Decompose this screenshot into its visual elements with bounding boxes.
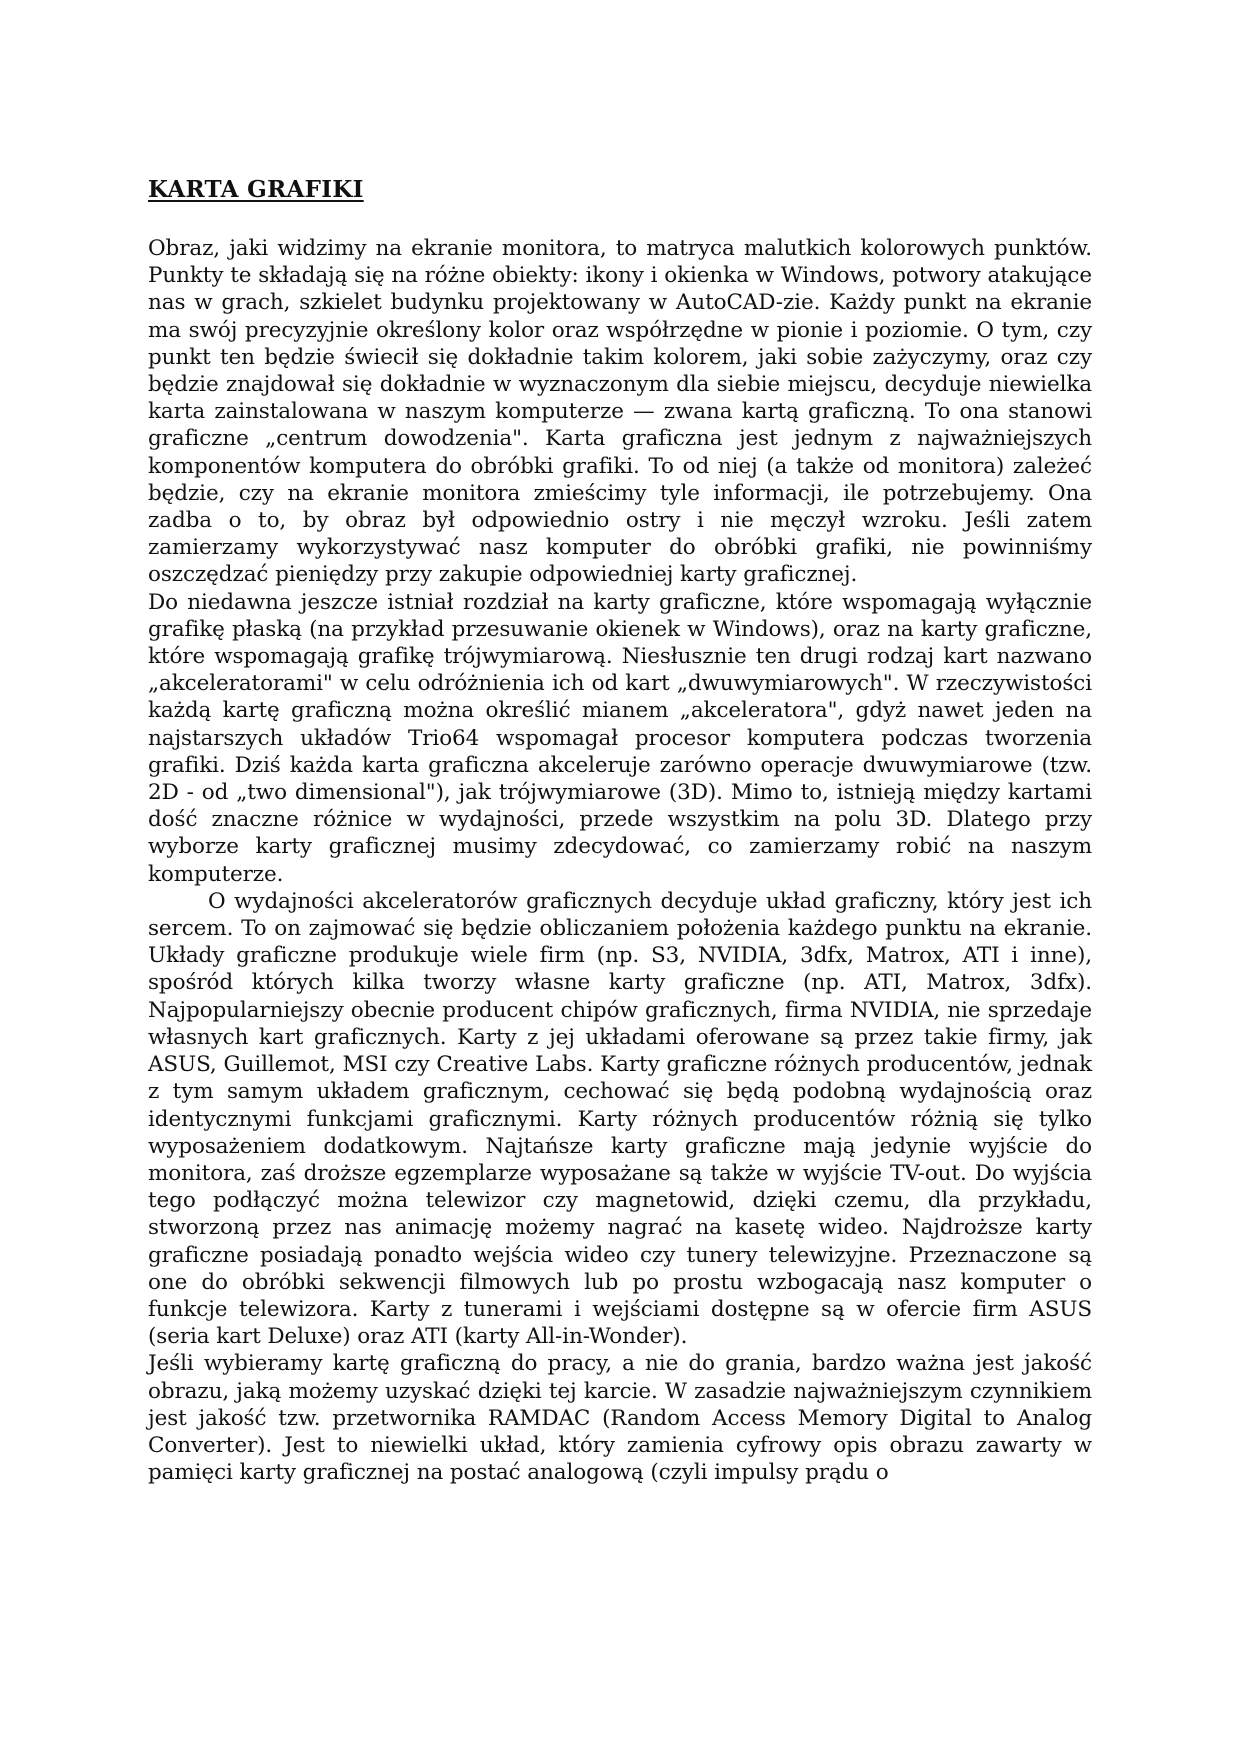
paragraph-accelerators: Do niedawna jeszcze istniał rozdział na karty graficzne, które wspomagają wyłącznie grafikę płaską (na przykład przesuwanie okienek w Windows), oraz na karty graficzne, które wspomagają grafikę trójwymiarową. Niesłusznie ten drugi rodzaj kart nazwano „akceleratorami" w celu odróżnienia ich od kart „dwuwymiarowych". W rzeczywistości każdą kartę graficzną można określić mianem „akceleratora", gdyż nawet jeden na najstarszych układów Trio64 wspomagał procesor komputera podczas tworzenia grafiki. Dziś każda karta graficzna akceleruje zarówno operacje dwuwymiarowe (tzw. 2D - od „two dimensional"), jak trójwymiarowe (3D). Mimo to, istnieją między kartami dość znaczne różnice w wydajności, przede wszystkim na polu 3D. Dlatego przy wyborze karty graficznej musimy zdecydować, co zamierzamy robić na naszym komputerze. bbox=[148, 589, 1092, 887]
paragraph-ramdac: Jeśli wybieramy kartę graficzną do pracy, a nie do grania, bardzo ważna jest jakość obrazu, jaką możemy uzyskać dzięki tej karcie. W zasadzie najważniejszym czynnikiem jest jakość tzw. przetwornika RAMDAC (Random Access Memory Digital to Analog Converter). Jest to niewielki układ, który zamienia cyfrowy opis obrazu zawarty w pamięci karty graficznej na postać analogową (czyli impulsy prądu o bbox=[148, 1351, 1092, 1486]
document-title: KARTA GRAFIKI bbox=[148, 176, 364, 203]
paragraph-intro: Obraz, jaki widzimy na ekranie monitora, to matryca malutkich kolorowych punktów. Punkty te składają się na różne obiekty: ikony i okienka w Windows, potwory atakujące nas w grach, szkielet budynku projektowany w AutoCAD-zie. Każdy punkt na ekranie ma swój precyzyjnie określony kolor oraz współrzędne w pionie i poziomie. O tym, czy punkt ten będzie świecił się dokładnie takim kolorem, jaki sobie zażyczymy, oraz czy będzie znajdował się dokładnie w wyznaczonym dla siebie miejscu, decyduje niewielka karta zainstalowana w naszym komputerze — zwana kartą graficzną. To ona stanowi graficzne „centrum dowodzenia". Karta graficzna jest jednym z najważniejszych komponentów komputera do obróbki grafiki. To od niej (a także od monitora) zależeć będzie, czy na ekranie monitora zmieścimy tyle informacji, ile potrzebujemy. Ona zadba o to, by obraz był odpowiednio ostry i nie męczył wzroku. Jeśli zatem zamierzamy wykorzystywać nasz komputer do obróbki grafiki, nie powinniśmy oszczędzać pieniędzy przy zakupie odpowiedniej karty graficznej. bbox=[148, 236, 1092, 588]
document-body bbox=[148, 176, 1092, 1486]
paragraph-graphics-chips: O wydajności akceleratorów graficznych decyduje układ graficzny, który jest ich sercem. To on zajmować się będzie obliczaniem położenia każdego punktu na ekranie. Układy graficzne produkuje wiele firm (np. S3, NVIDIA, 3dfx, Matrox, ATI i inne), spośród których kilka tworzy własne karty graficzne (np. ATI, Matrox, 3dfx). Najpopularniejszy obecnie producent chipów graficznych, firma NVIDIA, nie sprzedaje własnych kart graficznych. Karty z jej układami oferowane są przez takie firmy, jak ASUS, Guillemot, MSI czy Creative Labs. Karty graficzne różnych producentów, jednak z tym samym układem graficznym, cechować się będą podobną wydajnością oraz identycznymi funkcjami graficznymi. Karty różnych producentów różnią się tylko wyposażeniem dodatkowym. Najtańsze karty graficzne mają jedynie wyjście do monitora, zaś droższe egzemplarze wyposażane są także w wyjście TV-out. Do wyjścia tego podłączyć można telewizor czy magnetowid, dzięki czemu, dla przykładu, stworzoną przez nas animację możemy nagrać na kasetę wideo. Najdroższe karty graficzne posiadają ponadto wejścia wideo czy tunery telewizyjne. Przeznaczone są one do obróbki sekwencji filmowych lub po prostu wzbogacają nasz komputer o funkcje telewizora. Karty z tunerami i wejściami dostępne są w ofercie firm ASUS (seria kart Deluxe) oraz ATI (karty All-in-Wonder). bbox=[148, 888, 1092, 1350]
